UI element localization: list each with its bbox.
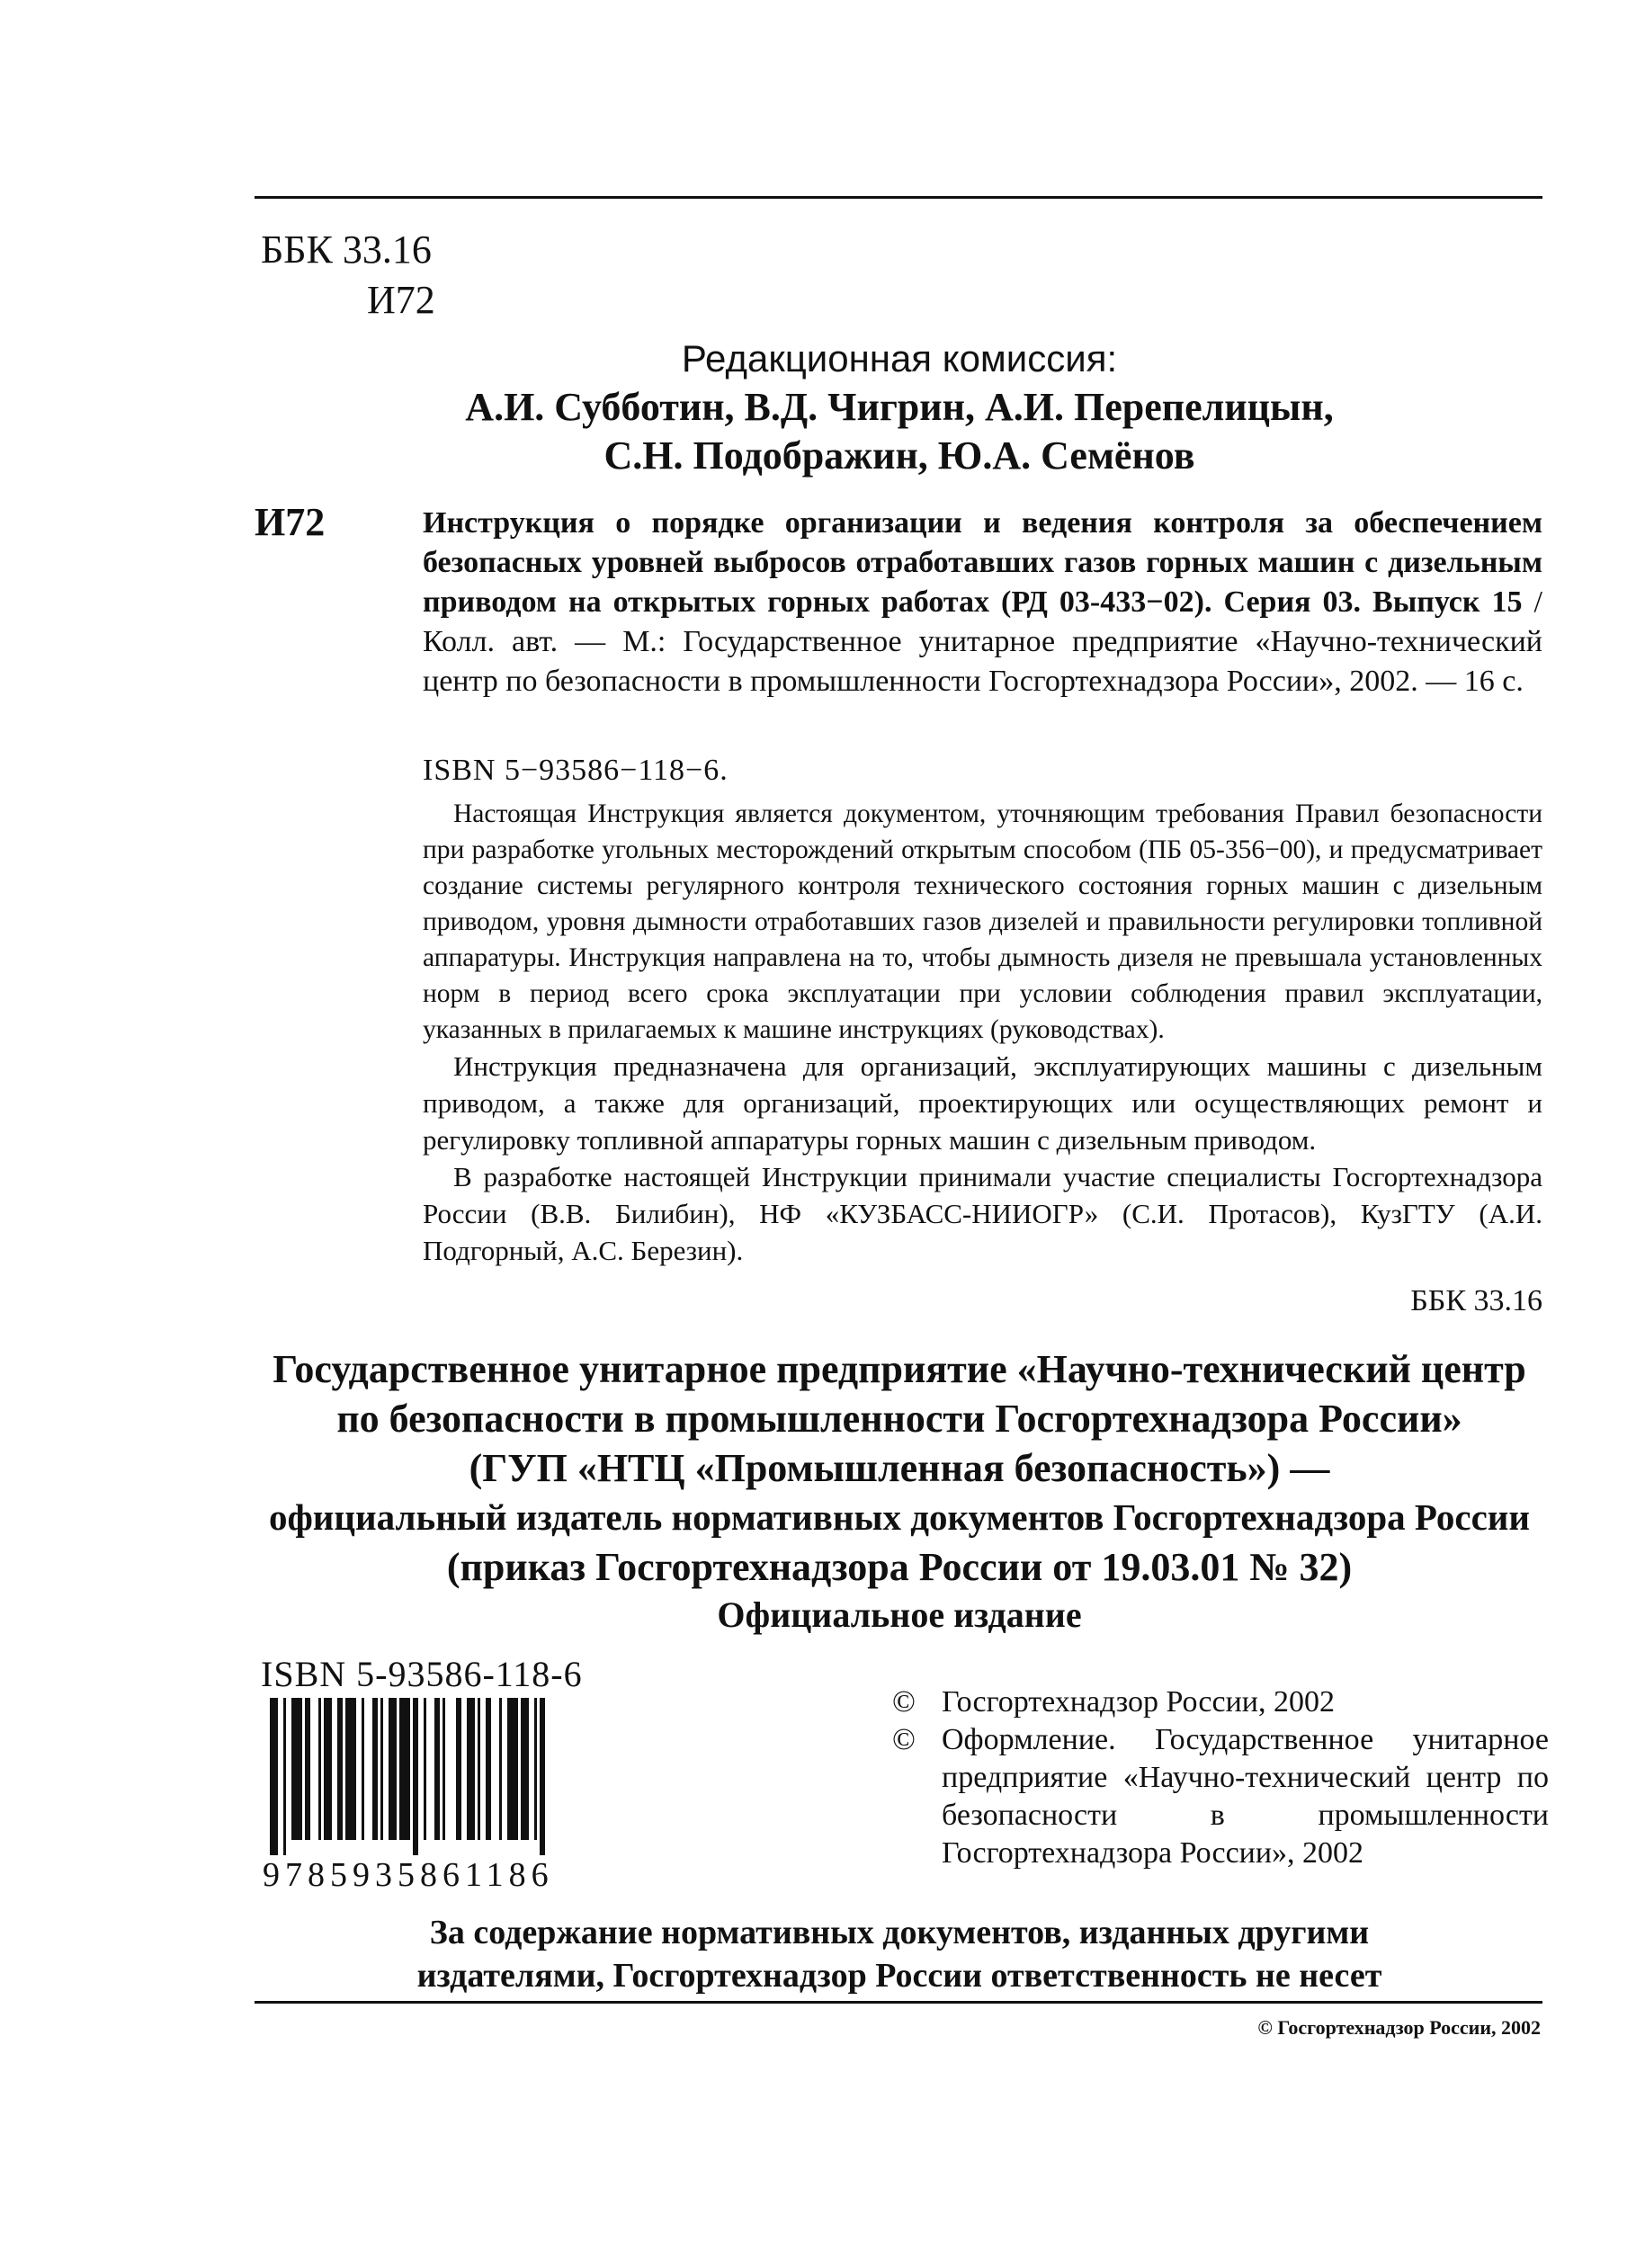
barcode-bar [456, 1698, 461, 1840]
copyright-line-2: © Оформление. Государственное унитарное предприятие «Научно-технический центр по безопасности в промышленности Госгортехнадзора России», 2002 [892, 1721, 1549, 1872]
editorial-caption: Редакционная комиссия: [681, 337, 1118, 379]
barcode-bar [345, 1698, 356, 1840]
barcode-bar [324, 1698, 332, 1840]
barcode-bar [521, 1698, 529, 1840]
barcode-bar [283, 1698, 286, 1855]
editorial-committee [261, 335, 1538, 480]
responsibility-notice: За содержание нормативных документов, изданных другими издателями, Госгортехнадзор России ответственность не несет [416, 1914, 1382, 1995]
publisher-line1: Государственное унитарное предприятие «Научно-технический центр [273, 1347, 1526, 1391]
copyright-line-1: © Госгортехнадзор России, 2002 [892, 1683, 1549, 1721]
barcode-digits: 9785935861186 [263, 1856, 554, 1894]
barcode-bar [534, 1698, 537, 1840]
barcode-bar [372, 1698, 378, 1840]
abstract [423, 796, 1542, 1269]
entry-isbn: ISBN 5−93586−118−6. [423, 754, 729, 787]
bibliographic-entry [423, 504, 1542, 701]
barcode-bar [389, 1698, 397, 1840]
barcode-bar [507, 1698, 518, 1840]
classification-block [261, 225, 435, 326]
barcode-bar [291, 1698, 302, 1840]
barcode-bar [478, 1698, 480, 1840]
copyright-symbol: © [892, 1685, 916, 1719]
abstract-bbk: ББК 33.16 [1410, 1284, 1542, 1317]
editorial-names-line2: С.Н. Подображин, Ю.А. Семёнов [603, 433, 1195, 478]
publisher-line3: (ГУП «НТЦ «Промышленная безопасность») — [469, 1446, 1330, 1490]
barcode-bar [443, 1698, 445, 1840]
barcode-image [270, 1698, 625, 1855]
barcode-bar [540, 1698, 545, 1855]
barcode-bar [499, 1698, 502, 1840]
barcode-bar [305, 1698, 310, 1840]
abstract-paragraph-2: Инструкция предназначена для организаций, эксплуатирующих машины с дизельным приводом, а также для организаций, проектирующих или осуществляющих ремонт и регулировку топливной аппаратуры горных машин с дизельным приводом. [423, 1050, 1542, 1156]
barcode-bar [399, 1698, 410, 1840]
entry-index: И72 [255, 500, 326, 544]
barcode-bar [486, 1698, 491, 1840]
official-edition: Официальное издание [717, 1594, 1082, 1635]
barcode-bar [467, 1698, 475, 1840]
copyright-symbol: © [892, 1723, 916, 1756]
top-rule [255, 196, 1542, 199]
publisher-line4: официальный издатель нормативных документов Госгортехнадзора России [268, 1496, 1531, 1538]
barcode-bar [270, 1698, 278, 1855]
bbk-code: ББК 33.16 [261, 228, 432, 272]
barcode-bar [318, 1698, 321, 1840]
barcode-bar [413, 1698, 418, 1855]
barcode-bar [337, 1698, 343, 1840]
publisher-line2: по безопасности в промышленности Госгортехнадзора России» [336, 1397, 1462, 1441]
abstract-paragraph-1: Настоящая Инструкция является документом, уточняющим требования Правил безопасности при разработке угольных месторождений открытым способом (ПБ 05-356−00), и предусматривает создание системы регулярного контроля технического состояния горных машин с дизельным приводом, уровня дымности отработавших газов дизелей и правильности регулировки топливной аппаратуры. Инструкция направлена на то, чтобы дымность дизеля не превышала установленных норм в период всего срока эксплуатации при условии соблюдения правил эксплуатации, указанных в прилагаемых к машине инструкциях (руководствах). [423, 799, 1542, 1044]
editorial-names-line1: А.И. Субботин, В.Д. Чигрин, А.И. Перепелицын, [465, 385, 1334, 429]
copyright-block [892, 1683, 1549, 1872]
footer-copyright: © Госгортехнадзор России, 2002 [1257, 2016, 1541, 2039]
entry-title: Инструкция о порядке организации и ведения контроля за обеспечением безопасных уровней выбросов отработавших газов горных машин с дизельным приводом на открытых горных работах (РД 03-433−02). Серия 03. Выпуск 15 [423, 506, 1542, 619]
barcode-bar [434, 1698, 440, 1840]
publisher-line5: (приказ Госгортехнадзора России от 19.03.01 № 32) [446, 1545, 1353, 1589]
author-sign: И72 [367, 278, 435, 322]
barcode-bar [362, 1698, 364, 1840]
bottom-rule [255, 2001, 1542, 2004]
barcode-bar [424, 1698, 426, 1840]
barcode-bar [380, 1698, 383, 1840]
entry-imprint: / Колл. авт. — М.: Государственное унитарное предприятие «Научно-технический центр по безопасности в промышленности Госгортехнадзора России», 2002. — 16 с. [423, 585, 1543, 698]
isbn-label: ISBN 5-93586-118-6 [261, 1654, 583, 1694]
publisher-block [252, 1344, 1547, 1592]
abstract-paragraph-3: В разработке настоящей Инструкции принимали участие специалисты Госгортехнадзора России (В.В. Билибин), НФ «КУЗБАСС-НИИОГР» (С.И. Протасов), КузГТУ (А.И. Подгорный, А.С. Березин). [423, 1161, 1542, 1266]
